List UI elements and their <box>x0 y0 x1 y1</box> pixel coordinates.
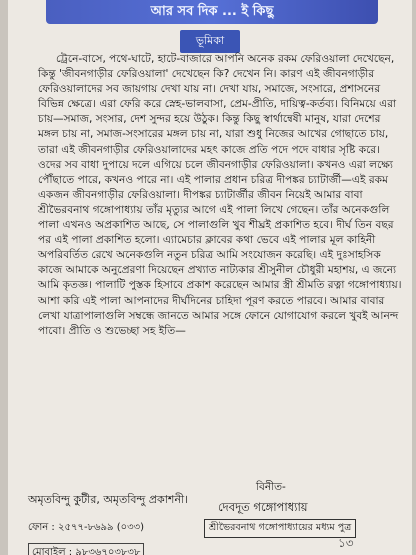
page-number: ১৩ <box>338 536 354 550</box>
publisher-address: অমৃতবিন্দু কুটীর, অমৃতবিন্দু প্রকাশনী। <box>28 493 189 506</box>
section-label: ভূমিকা <box>180 30 240 53</box>
author-title: শ্রীভৈরবনাথ গঙ্গোপাধ্যায়ের মধ্যম পুত্র <box>204 519 356 538</box>
section-label-wrap <box>8 29 412 53</box>
title-banner: আর সব দিক ... ই কিছু <box>46 0 378 24</box>
mobile-number: মোবাইল : ৯৮৩৬৭০৩৮৩৮ <box>28 543 144 555</box>
phone-number: ফোন : ২৫৭৭-৮৬৯৯ (০৩৩) <box>28 522 145 533</box>
closing-text: বিনীত- <box>256 481 286 493</box>
preface-paragraph: ট্রেনে-বাসে, পথে-ঘাটে, হাটে-বাজারে আপনি অনেক রকম ফেরিওয়ালা দেখেছেন, কিন্তু 'জীবনগাড়ীর ফেরিওয়ালা' দেখেছেন কি? দেখেন নি। কারণ এই জীবনগাড়ীর ফেরিওয়ালাদের সব জায়গায় দেখা যায় না। দেখা যায়, সমাজে, সংসারে, প্রশাসনের বিভিন্ন ক্ষেত্রে। এরা ফেরি করে স্নেহ-ভালবাসা, প্রেম-প্রীতি, দায়িত্ব-কর্তব্য। বিনিময়ে এরা চায়—সমাজ, সংসার, দেশ সুন্দর হয়ে উঠুক। কিন্তু কিছু স্বার্থান্বেষী মানুষ, যারা দেশের মঙ্গল চায় না, সমাজ-সংসারের মঙ্গল চায় না, যারা শুধু নিজের আখের গোছাতে চায়, তারা এই জীবনগাড়ীর ফেরিওয়ালাদের মহৎ কাজে প্রতি পদে পদে বাধার সৃষ্টি করে। ওদের সব বাধা দুপায়ে দলে এগিয়ে চলে জীবনগাড়ীর ফেরিওয়ালা। কখনও এরা লক্ষ্যে পৌঁছাতে পারে, কখনও পারে না। এই পালার প্রধান চরিত্র দীপঙ্কর চ্যাটার্জী—এই রকম একজন জীবনগাড়ীর ফেরিওয়ালা। দীপঙ্কর চ্যাটার্জীর জীবন নিয়েই আমার বাবা শ্রীভৈরবনাথ গঙ্গোপাধ্যায় তাঁর মৃত্যুর আগে এই পালা লিখে গেছেন। তাঁর অনেকগুলি পালা এখনও অপ্রকাশিত আছে, সে পালাগুলি খুব শীঘ্রই প্রকাশিত হবে। দীর্ঘ তিন বছর পর এই পালা প্রকাশিত হলো। এ্যামেচার ক্লাবের কথা ভেবে এই পালার মূল কাহিনী অপরিবর্তিত রেখে অনেকগুলি নতুন চরিত্র আমি সংযোজন করেছি। এই দুঃসাহসিক কাজে আমাকে অনুপ্রেরণা দিয়েছেন প্রখ্যাত নাট্যকার শ্রীসুনীল চৌধুরী মহাশয়, এ জন্যে আমি কৃতজ্ঞ। পালাটি পুস্তক হিসাবে প্রকাশ করেছেন আমার স্ত্রী শ্রীমতি রত্না গঙ্গোপাধ্যায়। আশা করি এই পালা আপনাদের দীর্ঘদিনের চাহিদা পূরণ করতে পারবে। আমার বাবার লেখা যাত্রাপালাগুলি সম্বন্ধে জানতে আমার সঙ্গে ফোনে যোগাযোগ করলে খুবই আনন্দ পাবো। প্রীতি ও শুভেচ্ছা সহ ইতি— <box>38 53 402 337</box>
preface-body <box>38 52 402 339</box>
author-name: দেবদূত গঙ্গোপাধ্যায় <box>218 500 308 514</box>
book-page <box>8 0 412 555</box>
contact-block <box>28 491 188 555</box>
